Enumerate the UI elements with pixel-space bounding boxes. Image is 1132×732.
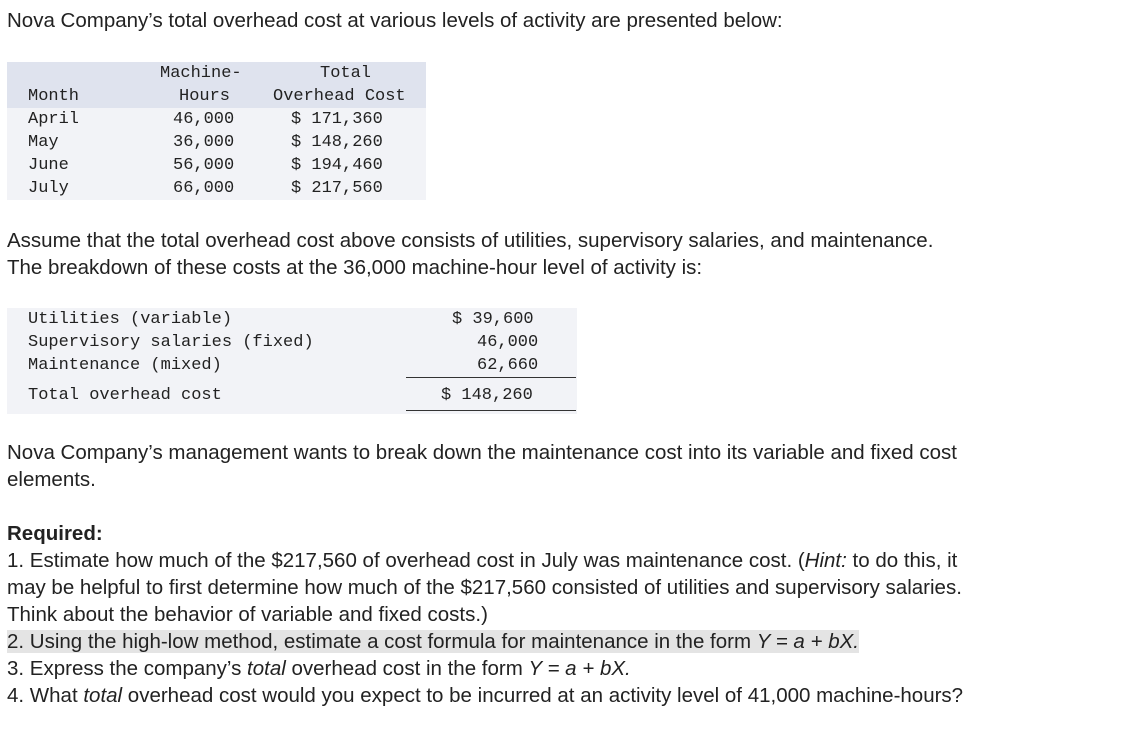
para2-line1: Assume that the total overhead cost above consists of utilities, supervisory salaries, and maintenance. (7, 229, 934, 252)
header-month: Month (28, 87, 80, 106)
table-row-hours: 56,000 (173, 156, 235, 175)
q3-text-a: 3. Express the company’s (7, 657, 248, 680)
q3-text-b: overhead cost in the form (285, 657, 529, 680)
para2-line2: The breakdown of these costs at the 36,000 machine-hour level of activity is: (7, 256, 703, 279)
q1-text-b: to do this, it (846, 549, 958, 572)
table-row-cost: $ 194,460 (291, 156, 383, 175)
breakdown-value: $ 39,600 (452, 310, 534, 329)
header-machine-bottom: Hours (179, 87, 231, 106)
breakdown-value: 46,000 (477, 333, 539, 352)
question-3 (7, 655, 1117, 682)
table-row-month: April (28, 110, 80, 129)
q1-text-a: 1. Estimate how much of the $217,560 of overhead cost in July was maintenance cost. ( (7, 549, 805, 572)
total-rule (406, 410, 576, 411)
breakdown-label: Maintenance (mixed) (28, 356, 222, 375)
table-row-hours: 46,000 (173, 110, 235, 129)
q4-text-a: 4. What (7, 684, 84, 707)
intro-text: Nova Company’s total overhead cost at various levels of activity are presented below: (7, 9, 783, 32)
question-1-line3: Think about the behavior of variable and fixed costs.) (7, 603, 488, 626)
question-1-line1 (7, 547, 1117, 574)
table-row-month: June (28, 156, 69, 175)
breakdown-label: Supervisory salaries (fixed) (28, 333, 314, 352)
table-row-cost: $ 217,560 (291, 179, 383, 198)
breakdown-label: Utilities (variable) (28, 310, 233, 329)
header-total-top: Total (320, 64, 372, 83)
table-row-cost: $ 148,260 (291, 133, 383, 152)
para3-line1: Nova Company’s management wants to break down the maintenance cost into its variable and fixed cost (7, 441, 957, 464)
table-row-hours: 36,000 (173, 133, 235, 152)
header-machine-top: Machine- (160, 64, 242, 83)
q2-text: 2. Using the high-low method, estimate a cost formula for maintenance in the form (7, 630, 757, 653)
table-row-month: May (28, 133, 59, 152)
q4-total: total (83, 684, 123, 707)
q2-formula: Y = a + bX. (756, 630, 859, 653)
table-row-hours: 66,000 (173, 179, 235, 198)
q3-total: total (247, 657, 286, 680)
question-1-line2: may be helpful to first determine how much of the $217,560 consisted of utilities and supervisory salaries. (7, 576, 962, 599)
q2-highlight (7, 630, 859, 653)
question-4 (7, 682, 1117, 709)
subtotal-rule (406, 377, 576, 378)
breakdown-value: 62,660 (477, 356, 539, 375)
required-heading: Required: (7, 522, 103, 545)
overhead-cost-table (7, 62, 426, 200)
q1-hint: Hint: (804, 549, 847, 572)
q3-formula: Y = a + bX. (528, 657, 631, 680)
table-row-month: July (28, 179, 69, 198)
cost-breakdown-table (7, 308, 577, 414)
total-value: $ 148,260 (441, 386, 533, 405)
para3-line2: elements. (7, 468, 96, 491)
table-row-cost: $ 171,360 (291, 110, 383, 129)
q4-text-b: overhead cost would you expect to be incurred at an activity level of 41,000 machine-hours? (122, 684, 964, 707)
total-label: Total overhead cost (28, 386, 222, 405)
question-2 (7, 628, 859, 655)
header-total-bottom: Overhead Cost (273, 87, 406, 106)
